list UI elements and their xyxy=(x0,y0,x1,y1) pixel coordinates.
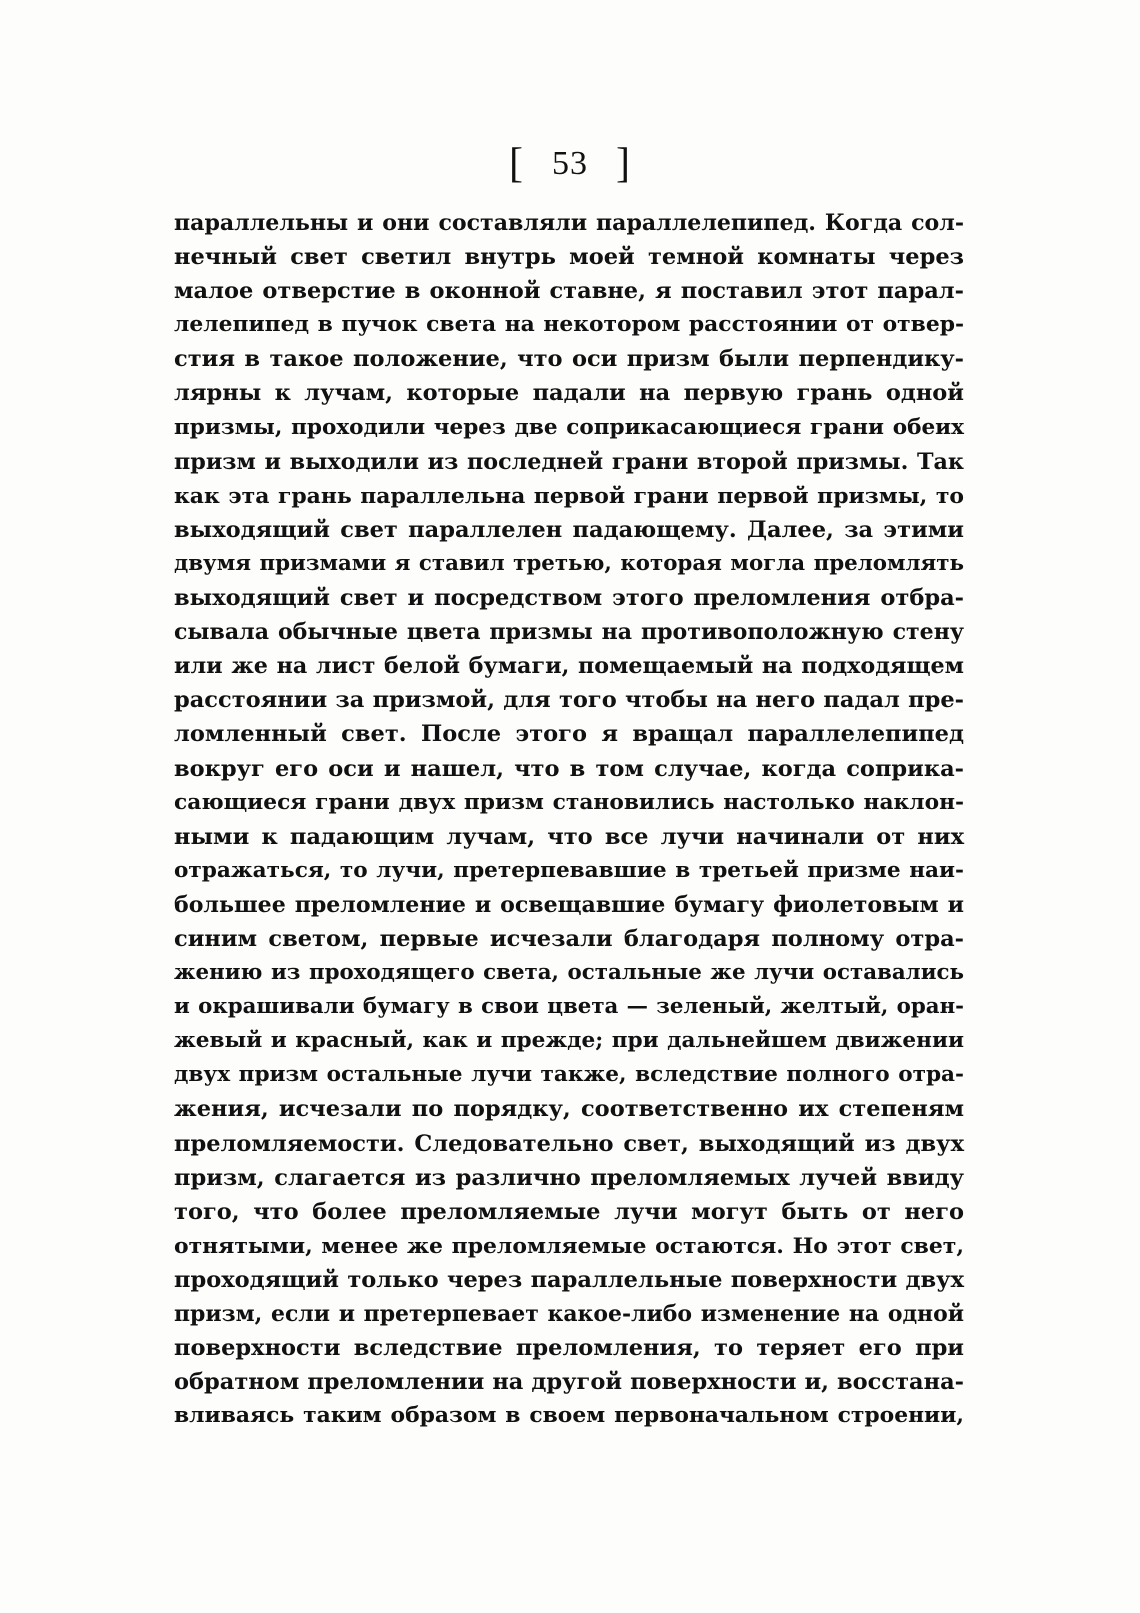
text-line: того, что более преломляемые лучи могут быть от него xyxy=(174,1198,964,1225)
right-bracket: ] xyxy=(616,141,631,187)
text-line: как эта грань параллельна первой грани первой призмы, то xyxy=(174,482,964,509)
text-line: жению из проходящего света, остальные же лучи оставались xyxy=(174,960,964,986)
body-text xyxy=(174,206,964,1433)
text-line: выходящий свет и посредством этого преломления отбра- xyxy=(174,585,964,612)
text-line: расстоянии за призмой, для того чтобы на него падал пре- xyxy=(174,687,964,714)
text-line: жения, исчезали по порядку, соответственно их степеням xyxy=(174,1096,964,1123)
page-number-header xyxy=(0,140,1140,188)
text-line: вокруг его оси и нашел, что в том случае, когда соприка- xyxy=(174,755,964,782)
text-line: обратном преломлении на другой поверхности и, восстана- xyxy=(174,1369,964,1396)
text-line: выходящий свет параллелен падающему. Далее, за этими xyxy=(174,516,964,543)
text-line: ломленный свет. После этого я вращал параллелепипед xyxy=(174,721,964,748)
text-line: параллельны и они составляли параллелепипед. Когда сол- xyxy=(174,210,964,236)
text-line: поверхности вследствие преломления, то теряет его при xyxy=(174,1335,964,1362)
text-line: жевый и красный, как и прежде; при дальнейшем движении xyxy=(174,1028,964,1054)
left-bracket: [ xyxy=(509,141,524,187)
text-line: призм, если и претерпевает какое-либо изменение на одной xyxy=(174,1301,964,1327)
text-line: призм и выходили из последней грани второй призмы. Так xyxy=(174,448,964,475)
text-line: преломляемости. Следовательно свет, выходящий из двух xyxy=(174,1130,964,1157)
text-line: малое отверстие в оконной ставне, я поставил этот парал- xyxy=(174,278,964,305)
text-line: отнятыми, менее же преломляемые остаются. Но этот свет, xyxy=(174,1232,964,1259)
text-line: призм, слагается из различно преломляемых лучей ввиду xyxy=(174,1164,964,1191)
text-line: проходящий только через параллельные поверхности двух xyxy=(174,1266,964,1293)
text-line: лярны к лучам, которые падали на первую грань одной xyxy=(174,380,964,407)
text-line: отражаться, то лучи, претерпевавшие в третьей призме наи- xyxy=(174,857,964,883)
text-line: нечный свет светил внутрь моей темной комнаты через xyxy=(174,244,964,271)
page-number: 53 xyxy=(552,145,588,182)
text-line: стия в такое положение, что оси призм были перпендику- xyxy=(174,346,964,373)
text-line: двумя призмами я ставил третью, которая могла преломлять xyxy=(174,550,964,576)
text-line: сывала обычные цвета призмы на противоположную стену xyxy=(174,619,964,646)
text-line: призмы, проходили через две соприкасающиеся грани обеих xyxy=(174,414,964,440)
text-line: лелепипед в пучок света на некотором расстоянии от отвер- xyxy=(174,312,964,338)
text-line: или же на лист белой бумаги, помещаемый на подходящем xyxy=(174,653,964,680)
text-line: синим светом, первые исчезали благодаря полному отра- xyxy=(174,925,964,952)
text-line: и окрашивали бумагу в свои цвета — зеленый, желтый, оран- xyxy=(174,994,964,1020)
text-line: сающиеся грани двух призм становились настолько наклон- xyxy=(174,789,964,815)
text-line: ными к падающим лучам, что все лучи начинали от них xyxy=(174,823,964,850)
text-line: вливаясь таким образом в своем первоначальном строении, xyxy=(174,1403,964,1429)
text-line: двух призм остальные лучи также, вследствие полного отра- xyxy=(174,1062,964,1088)
text-line: большее преломление и освещавшие бумагу фиолетовым и xyxy=(174,891,964,918)
